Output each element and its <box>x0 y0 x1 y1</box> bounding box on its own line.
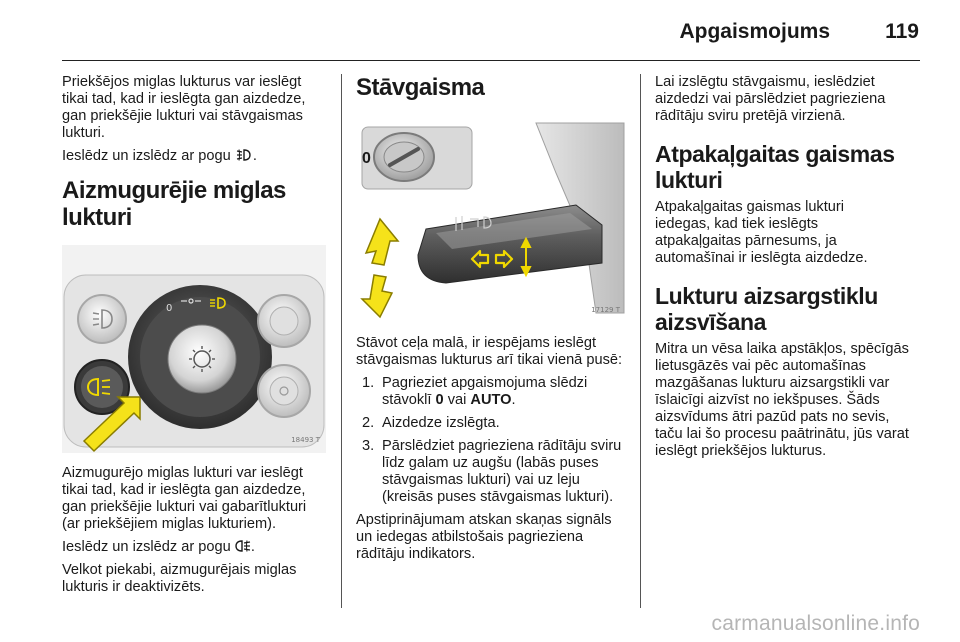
front-fog-paragraph: Priekšējos miglas lukturus var ieslēgt tikai tad, kad ir ieslēgta gan aizdedze, gan priekšējie lukturi vai stāvgaismas lukturi. <box>62 74 306 141</box>
header-divider <box>62 60 920 61</box>
reversing-light-paragraph: Atpakaļgaitas gaismas lukturi iedegas, kad tiek ieslēgts atpakaļgaitas pārnesums, ja automašīnai ir ieslēgta aizdedze. <box>655 199 868 266</box>
column-2 <box>356 74 630 569</box>
column-divider-2 <box>640 74 641 608</box>
confirmation-paragraph: Apstiprinājumam atskan skaņas signāls un iedegas atbilstošais pagrieziena rādītāju indikators. <box>356 512 612 562</box>
parking-off-paragraph: Lai izslēgtu stāvgaismu, ieslēdziet aizdedzi vai pārslēdziet pagrieziena rādītāju sviru pretējā virzienā. <box>655 74 886 124</box>
lock-position-zero: 0 <box>362 150 371 167</box>
page-header <box>0 0 960 62</box>
figure-code: 17129 T <box>591 306 620 314</box>
front-fog-button-paragraph: Ieslēdz un izslēdz ar pogu . <box>62 148 257 164</box>
front-fog-light-icon <box>235 148 253 162</box>
light-switch-figure <box>62 245 326 453</box>
list-item: 3. Pārslēdziet pagrieziena rādītāju sviru līdz galam uz augšu (labās puses stāvgaismas lukturi) vai uz leju (kreisās puses stāvgaismas lukturi). <box>362 438 622 505</box>
lens-fogging-paragraph: Mitra un vēsa laika apstākļos, spēcīgās lietusgāzēs vai pēc automašīnas mazgāšanas lukturu aizsargstikli var īslaicīgi aizvīst no iekšpuses. Šāds aizsvīdums ātri pazūd pats no sevis, taču lai šo procesu paātrinātu, jūs varat ieslēgt priekšējos lukturus. <box>655 341 909 459</box>
trailer-paragraph: Velkot piekabi, aizmugurējais miglas lukturis ir deaktivizēts. <box>62 562 297 595</box>
reversing-light-heading: Atpakaļgaitas gaismas lukturi <box>655 141 895 193</box>
parking-intro-paragraph: Stāvot ceļa malā, ir iespējams ieslēgt stāvgaismas lukturus arī tikai vienā pusē: <box>356 335 623 368</box>
parking-light-heading: Stāvgaisma <box>356 74 485 101</box>
stalk-figure <box>356 113 626 323</box>
rear-fog-button-paragraph: Ieslēdz un izslēdz ar pogu . <box>62 539 255 555</box>
column-3 <box>655 74 925 466</box>
parking-steps-list <box>356 375 630 506</box>
column-1 <box>62 74 326 602</box>
figure-code: 18493 T <box>291 436 320 444</box>
page-title: Apgaismojums <box>679 20 830 43</box>
svg-text:0: 0 <box>166 303 173 314</box>
rear-fog-heading: Aizmugurējie miglas lukturi <box>62 177 286 231</box>
rear-fog-light-icon <box>235 539 251 553</box>
list-item: 2. Aizdedze izslēgta. <box>362 415 500 431</box>
column-divider-1 <box>341 74 342 608</box>
light-switch-illustration <box>62 245 326 453</box>
watermark: carmanualsonline.info <box>711 612 920 635</box>
rear-fog-paragraph: Aizmugurējo miglas lukturi var ieslēgt tikai tad, kad ir ieslēgta gan aizdedze, gan priekšējie lukturi vai gabarītlukturi (ar priekšējiem miglas lukturiem). <box>62 465 307 532</box>
lens-fogging-heading: Lukturu aizsargstiklu aizsvīšana <box>655 283 878 335</box>
page-number: 119 <box>885 20 919 43</box>
list-item: 1. Pagrieziet apgaismojuma slēdzi stāvoklī 0 vai AUTO. <box>362 375 588 408</box>
turn-signal-stalk-illustration <box>356 113 626 323</box>
